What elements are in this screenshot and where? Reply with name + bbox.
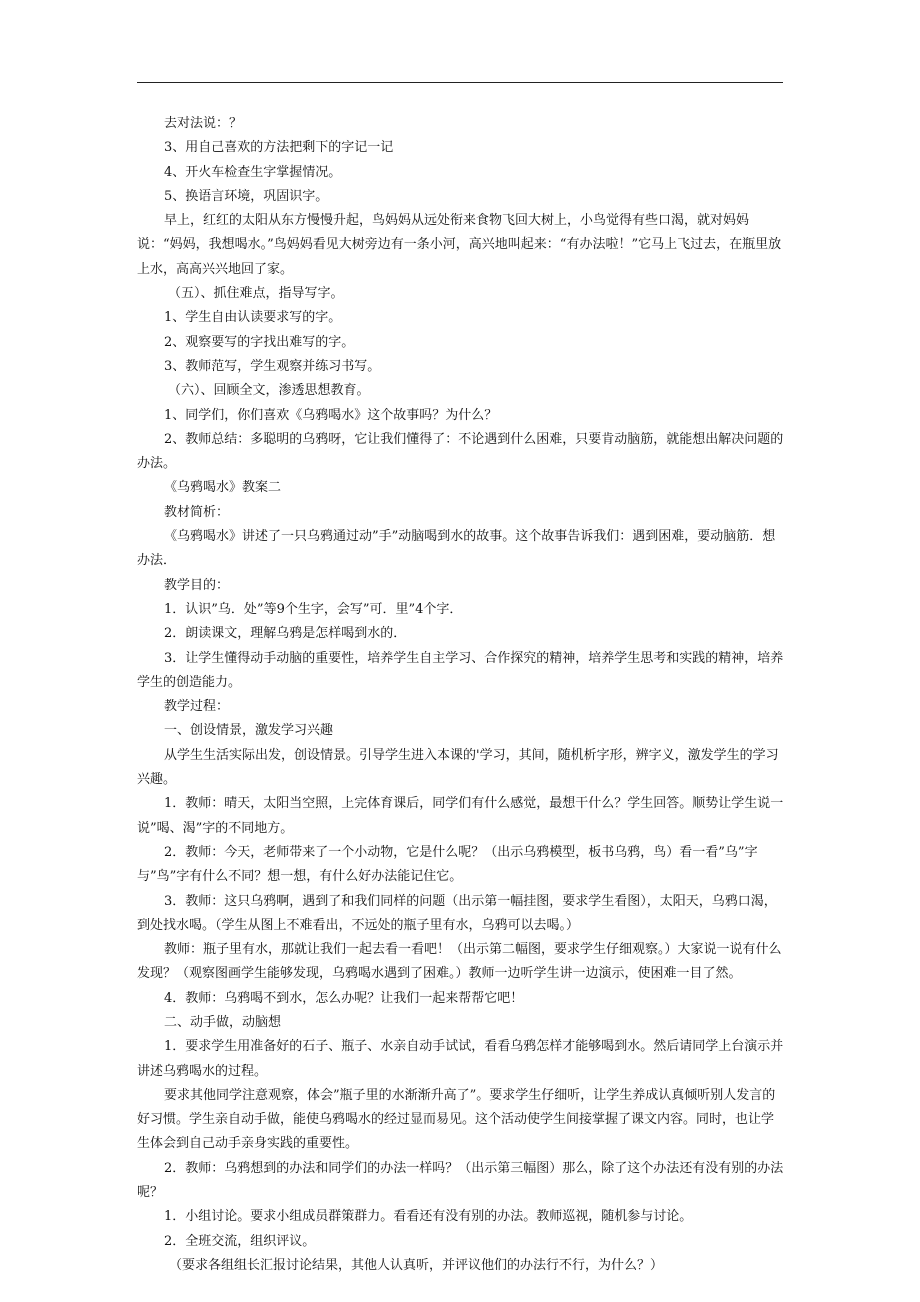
paragraph: 3．教师：这只乌鸦啊，遇到了和我们同样的问题（出示第一幅挂图，要求学生看图），太阳天，乌鸦口渴，到处找水喝。（学生从图上不难看出，不远处的瓶子里有水，乌鸦可以去喝。） — [137, 893, 777, 933]
paragraph: 1、学生自由认读要求写的字。 — [164, 310, 342, 326]
paragraph: 3、教师范写，学生观察并练习书写。 — [164, 358, 381, 374]
paragraph: 教师：瓶子里有水，那就让我们一起去看一看吧！（出示第二幅图，要求学生仔细观察。）大家说一说有什么发现？（观察图画学生能够发现，乌鸦喝水遇到了困难。）教师一边听学生讲一边演示，使困难一目了然。 — [137, 942, 782, 982]
paragraph: 4、开火车检查生字掌握情况。 — [164, 164, 342, 180]
section-heading: 二、动手做，动脑想 — [164, 1014, 282, 1030]
paragraph: 2、观察要写的字找出难写的字。 — [164, 334, 355, 350]
section-heading: （六）、回顾全文，渗透思想教育。 — [168, 383, 370, 399]
paragraph: 去对法说：？ — [164, 116, 243, 131]
paragraph: 1．教师：晴天，太阳当空照，上完体育课后，同学们有什么感觉，最想干什么？学生回答。顺势让学生说一说”喝、渴”字的不同地方。 — [137, 796, 784, 836]
document-title: 《乌鸦喝水》教案二 — [164, 480, 282, 496]
section-heading: 教学过程： — [164, 699, 230, 715]
paragraph: （要求各组组长汇报讨论结果，其他人认真听，并评议他们的办法行不行，为什么？） — [169, 1257, 664, 1273]
section-heading: 教学目的： — [164, 577, 230, 593]
paragraph: 1．小组讨论。要求小组成员群策群力。看看还有没有别的办法。教师巡视，随机参与讨论。 — [164, 1209, 693, 1225]
paragraph: 1．认识”乌．处”等9个生字，会写”可．里”4个字． — [164, 601, 463, 617]
paragraph: 3、用自己喜欢的方法把剩下的字记一记 — [164, 140, 394, 156]
paragraph: 2．全班交流，组织评议。 — [164, 1233, 316, 1249]
section-heading: （五）、抓住难点，指导写字。 — [168, 286, 344, 302]
paragraph: 从学生生活实际出发，创设情景。引导学生进入本课的'学习，其间，随机析字形，辨字义，激发学生的学习兴趣。 — [137, 747, 779, 788]
section-heading: 教材简析： — [164, 504, 230, 520]
paragraph: 2．教师：今天，老师带来了一个小动物，它是什么呢？（出示乌鸦模型，板书乌鸦，鸟）看一看”乌”字与”鸟”字有什么不同？想一想，有什么好办法能记住它。 — [137, 844, 758, 885]
paragraph: 4．教师：乌鸦喝不到水，怎么办呢？让我们一起来帮帮它吧！ — [164, 990, 524, 1006]
paragraph: 2、教师总结：多聪明的乌鸦呀，它让我们懂得了：不论遇到什么困难，只要肯动脑筋，就能想出解决问题的办法。 — [137, 431, 784, 472]
paragraph: 2．朗读课文，理解乌鸦是怎样喝到水的． — [164, 626, 407, 642]
paragraph: 1、同学们，你们喜欢《乌鸦喝水》这个故事吗？为什么？ — [164, 407, 498, 423]
paragraph: 早上，红红的太阳从东方慢慢升起，鸟妈妈从远处衔来食物飞回大树上，小鸟觉得有些口渴，就对妈妈说：“妈妈，我想喝水。”鸟妈妈看见大树旁边有一条小河，高兴地叫起来：“有办法啦！”它马上飞过去，在瓶里放上水，高高兴兴地回了家。 — [137, 213, 782, 277]
paragraph: 1．要求学生用准备好的石子、瓶子、水亲自动手试试，看看乌鸦怎样才能够喝到水。然后请同学上台演示并讲述乌鸦喝水的过程。 — [137, 1039, 784, 1079]
paragraph: 5、换语言环境，巩固识字。 — [164, 188, 329, 204]
paragraph: 要求其他同学注意观察，体会”瓶子里的水渐渐升高了”。要求学生仔细听，让学生养成认真倾听别人发言的好习惯。学生亲自动手做，能使乌鸦喝水的经过显而易见。这个活动使学生间接掌握了课文内容。同时，也让学生体会到自己动手亲身实践的重要性。 — [137, 1087, 776, 1152]
section-heading: 一、创设情景，激发学习兴趣 — [164, 723, 334, 739]
paragraph: 2．教师：乌鸦想到的办法和同学们的办法一样吗？（出示第三幅图）那么，除了这个办法还有没有别的办法呢？ — [137, 1160, 784, 1201]
document-body — [137, 112, 785, 1278]
paragraph: 《乌鸦喝水》讲述了一只乌鸦通过动”手”动脑喝到水的故事。这个故事告诉我们：遇到困难，要动脑筋．想办法． — [137, 529, 776, 569]
header-rule — [137, 82, 783, 83]
paragraph: 3．让学生懂得动手动脑的重要性，培养学生自主学习、合作探究的精神，培养学生思考和实践的精神，培养学生的创造能力。 — [137, 650, 784, 690]
